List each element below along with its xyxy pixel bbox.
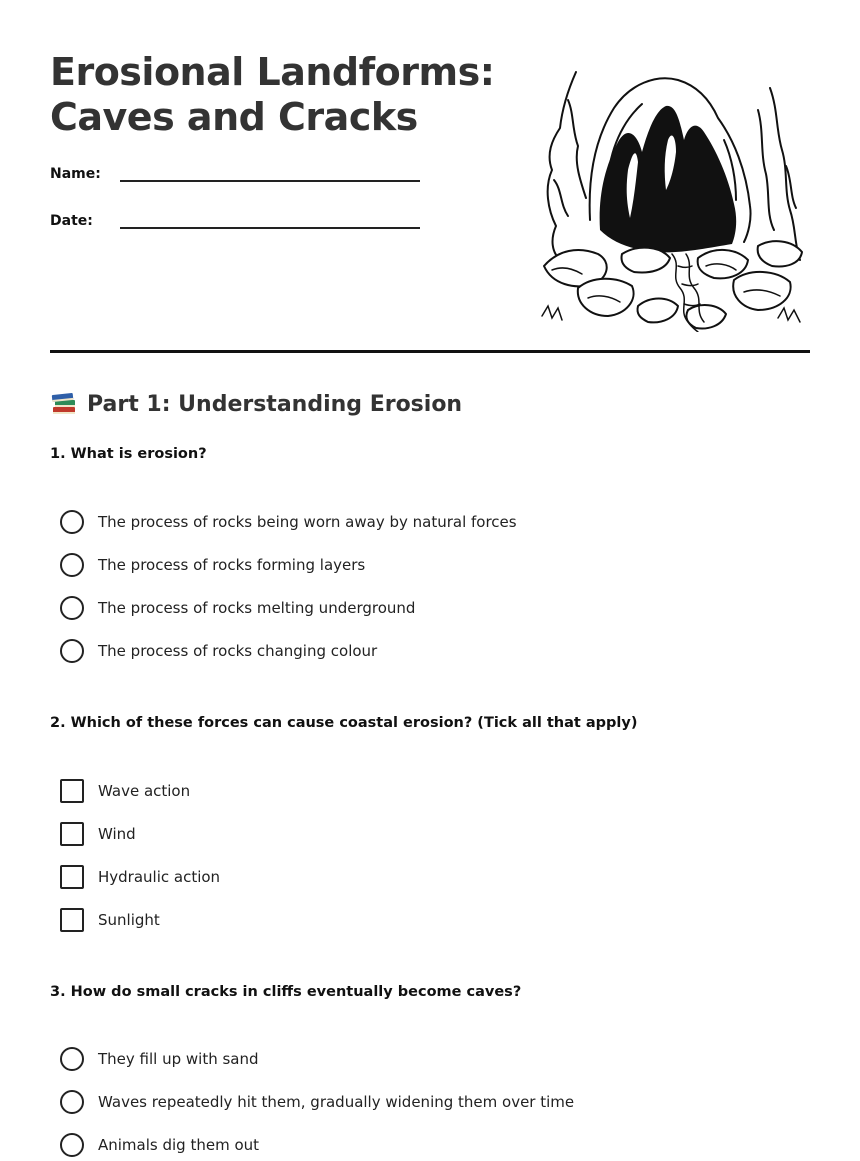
q1-option-4-label: The process of rocks changing colour	[98, 642, 378, 660]
checkbox[interactable]	[60, 908, 84, 932]
name-field-row	[50, 166, 420, 190]
q1-option-4[interactable]	[60, 638, 377, 664]
question-3-prompt: 3. How do small cracks in cliffs eventually become caves?	[50, 984, 522, 1000]
q3-option-2-label: Waves repeatedly hit them, gradually widening them over time	[98, 1093, 575, 1111]
q1-option-2[interactable]	[60, 552, 365, 578]
q2-option-1-label: Wave action	[98, 782, 191, 800]
date-field-row	[50, 213, 420, 237]
q3-option-1[interactable]	[60, 1046, 259, 1072]
q1-option-1[interactable]	[60, 509, 517, 535]
title-line-2: Caves and Cracks	[50, 95, 418, 139]
q3-option-3[interactable]	[60, 1132, 259, 1158]
name-input[interactable]	[120, 180, 420, 182]
cave-illustration	[538, 70, 808, 332]
q2-option-4-label: Sunlight	[98, 911, 160, 929]
radio-button[interactable]	[60, 553, 84, 577]
q1-option-2-label: The process of rocks forming layers	[98, 556, 366, 574]
q1-option-3[interactable]	[60, 595, 415, 621]
checkbox[interactable]	[60, 779, 84, 803]
question-2-prompt: 2. Which of these forces can cause coastal erosion? (Tick all that apply)	[50, 715, 638, 731]
q2-option-2[interactable]	[60, 821, 136, 847]
radio-button[interactable]	[60, 596, 84, 620]
worksheet-title	[50, 50, 494, 140]
worksheet-page	[50, 0, 810, 1161]
radio-button[interactable]	[60, 1090, 84, 1114]
part1-heading-text: Part 1: Understanding Erosion	[87, 391, 463, 417]
q3-option-2[interactable]	[60, 1089, 574, 1115]
q3-option-1-label: They fill up with sand	[98, 1050, 259, 1068]
q2-option-3-label: Hydraulic action	[98, 868, 221, 886]
q2-option-4[interactable]	[60, 907, 160, 933]
part1-heading	[50, 388, 462, 420]
q1-option-1-label: The process of rocks being worn away by natural forces	[98, 513, 517, 531]
radio-button[interactable]	[60, 639, 84, 663]
radio-button[interactable]	[60, 510, 84, 534]
header-divider	[50, 350, 810, 353]
books-icon	[50, 390, 78, 418]
name-label: Name:	[50, 166, 101, 182]
q2-option-1[interactable]	[60, 778, 190, 804]
checkbox[interactable]	[60, 822, 84, 846]
q3-option-3-label: Animals dig them out	[98, 1136, 260, 1154]
radio-button[interactable]	[60, 1047, 84, 1071]
q2-option-2-label: Wind	[98, 825, 136, 843]
radio-button[interactable]	[60, 1133, 84, 1157]
q1-option-3-label: The process of rocks melting underground	[98, 599, 416, 617]
q2-option-3[interactable]	[60, 864, 220, 890]
checkbox[interactable]	[60, 865, 84, 889]
date-label: Date:	[50, 213, 93, 229]
question-1-prompt: 1. What is erosion?	[50, 446, 207, 462]
date-input[interactable]	[120, 227, 420, 229]
title-line-1: Erosional Landforms:	[50, 50, 495, 94]
